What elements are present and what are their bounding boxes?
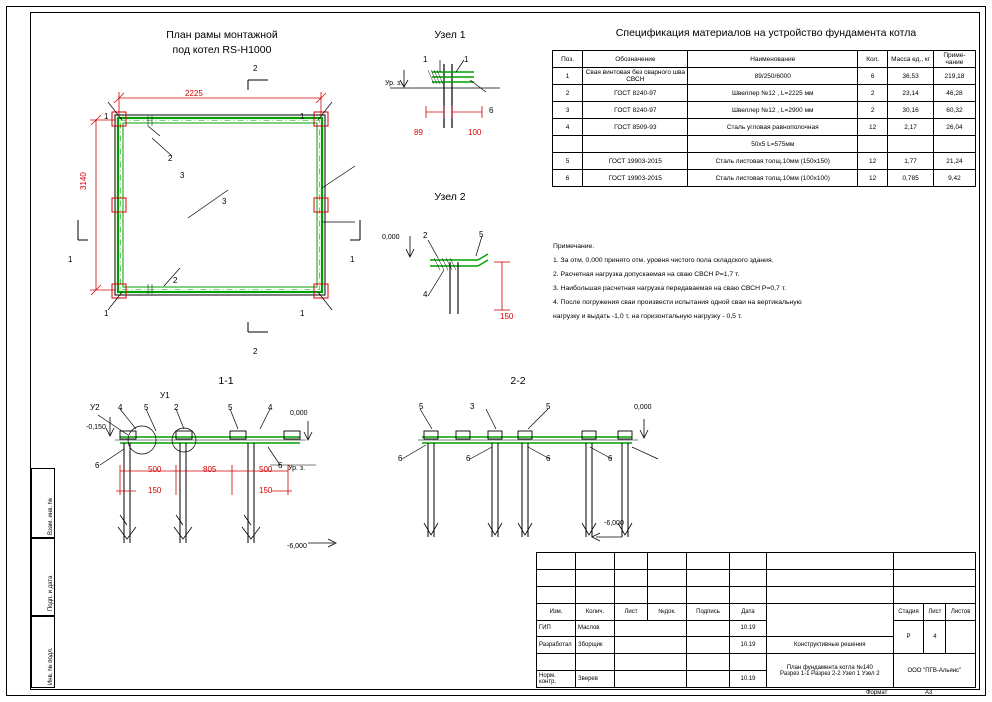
stamp-blank xyxy=(576,569,615,586)
stamp-blank xyxy=(687,586,730,603)
section-1-1-title: 1-1 xyxy=(218,375,234,387)
spec-cell-mass: 2,17 xyxy=(888,119,934,136)
node1-dim-left: 89 xyxy=(414,128,423,137)
spec-cell-qty: 2 xyxy=(858,102,888,119)
notes-line-1: 1. За отм. 0,000 принято отм. уровня чистого пола складского здания. xyxy=(553,257,774,264)
spec-cell-note: 9,42 xyxy=(933,170,975,187)
stamp-col-data: Дата xyxy=(730,603,767,620)
stamp-blank xyxy=(893,586,975,603)
stamp-blank xyxy=(537,654,576,671)
spec-cell-mass: 23,14 xyxy=(888,85,934,102)
stamp-blank xyxy=(767,569,894,586)
stamp-name-razrab: Зборщик xyxy=(576,637,615,654)
stamp-object: Конструктивные решения xyxy=(767,637,894,654)
s22-mark-5a: 5 xyxy=(419,402,424,411)
left-stamp-label-1: Подп. и дата xyxy=(48,575,54,611)
spec-cell-desc: ГОСТ 19903-2015 xyxy=(583,153,688,170)
stamp-blank xyxy=(767,553,894,570)
left-stamp-label-0: Взам. инв. № xyxy=(48,497,54,535)
stamp-col-kolich: Колич. xyxy=(576,603,615,620)
stamp-date-normcontr: 10.19 xyxy=(730,671,767,688)
stamp-blank xyxy=(576,586,615,603)
plan-title: План рамы монтажной xyxy=(166,29,278,41)
spec-cell-qty: 12 xyxy=(858,119,888,136)
stamp-blank xyxy=(576,654,615,671)
plan-mark-2a: 2 xyxy=(168,154,173,163)
plan-section-2-bottom: 2 xyxy=(253,347,258,356)
section-2-2-title: 2-2 xyxy=(510,375,526,387)
stamp-blank xyxy=(615,586,648,603)
notes-line-3: 3. Наибольшая расчетная нагрузка передаваемая на сваю СВСН Р=0,7 т. xyxy=(553,285,786,292)
spec-cell-qty xyxy=(858,136,888,153)
stamp-stage-label: Стадия xyxy=(893,603,924,620)
spec-cell-name: Сталь листовая толщ.10мм (150х150) xyxy=(688,153,858,170)
plan-dim-height: 3140 xyxy=(79,172,88,190)
stamp-blank xyxy=(537,569,576,586)
stamp-blank xyxy=(893,553,975,570)
notes-line-4: 4. После погружения сваи произвести испытания одной сваи на вертикальную xyxy=(553,299,802,306)
plan-mark-1c: 1 xyxy=(104,309,109,318)
spec-cell-name: Швеллер №12 , L=2900 мм xyxy=(688,102,858,119)
spec-cell-name: Швеллер №12 , L=2225 мм xyxy=(688,85,858,102)
s11-dim-150a: 150 xyxy=(148,486,162,495)
left-stamp-cell-2 xyxy=(31,616,55,688)
s22-mark-5b: 5 xyxy=(546,402,551,411)
spec-header-row xyxy=(553,51,976,68)
plan-mark-1d: 1 xyxy=(300,309,305,318)
s11-level-bottom: -6,000 xyxy=(287,543,307,550)
plan-section-1-right: 1 xyxy=(350,255,355,264)
s11-mark-4a: 4 xyxy=(118,403,123,412)
table-row xyxy=(553,85,976,102)
stamp-org: ООО "ПГВ-Альянс" xyxy=(893,654,975,688)
node1-mark-6: 6 xyxy=(489,106,494,115)
spec-cell-name: Сталь угловая равнополочная xyxy=(688,119,858,136)
notes-title: Примечание. xyxy=(553,243,595,250)
stamp-blank xyxy=(687,620,730,637)
stamp-doc-line2: Разрез 1-1 Разрез 2-2 Узел 1 Узел 2 xyxy=(780,670,880,677)
stamp-blank xyxy=(767,603,894,637)
stamp-blank xyxy=(687,671,730,688)
spec-cell-desc: ГОСТ 8240-97 xyxy=(583,102,688,119)
spec-cell-pos: 2 xyxy=(553,85,583,102)
spec-cell-desc xyxy=(583,136,688,153)
s11-dim-150b: 150 xyxy=(259,486,273,495)
s11-dim-805: 805 xyxy=(203,465,217,474)
spec-cell-pos: 1 xyxy=(553,68,583,85)
stamp-blank xyxy=(730,553,767,570)
stamp-blank xyxy=(648,553,687,570)
spec-cell-pos: 3 xyxy=(553,102,583,119)
stamp-blank xyxy=(537,586,576,603)
stamp-blank xyxy=(576,553,615,570)
plan-section-1-left: 1 xyxy=(68,255,73,264)
s22-mark-6c: 6 xyxy=(546,454,551,463)
spec-cell-note: 21,24 xyxy=(933,153,975,170)
node1-dim-right: 100 xyxy=(468,128,482,137)
format-value: А3 xyxy=(925,690,933,696)
s11-mark-6a: 6 xyxy=(95,461,100,470)
plan-section-2-top: 2 xyxy=(253,64,258,73)
spec-cell-note xyxy=(933,136,975,153)
plan-dim-width: 2225 xyxy=(185,89,203,98)
s11-mark-u2: У2 xyxy=(90,403,100,412)
stamp-doc-line1: План фундамента котла №140 xyxy=(786,664,873,671)
spec-cell-desc: Свая винтовая без сварного шва СВСН xyxy=(583,68,688,85)
stamp-blank xyxy=(893,569,975,586)
spec-cell-note: 46,28 xyxy=(933,85,975,102)
stamp-blank xyxy=(687,553,730,570)
stamp-blank xyxy=(615,553,648,570)
spec-col-desc: Обозначение xyxy=(583,51,688,68)
s11-mark-5b: 5 xyxy=(228,403,233,412)
s11-mark-u1: У1 xyxy=(160,391,170,400)
s11-mark-4b: 4 xyxy=(268,403,273,412)
stamp-date-gip: 10.19 xyxy=(730,620,767,637)
spec-col-name: Наименование xyxy=(688,51,858,68)
stamp-col-izm: Изм. xyxy=(537,603,576,620)
spec-cell-pos xyxy=(553,136,583,153)
node2-title: Узел 2 xyxy=(434,191,466,203)
s11-level-0: 0,000 xyxy=(290,410,308,417)
table-row xyxy=(553,119,976,136)
plan-mark-1b: 1 xyxy=(300,112,305,121)
plan-mark-3b: 3 xyxy=(222,197,227,206)
left-stamp-cell-0 xyxy=(31,468,55,538)
plan-mark-1a: 1 xyxy=(104,112,109,121)
spec-col-mass: Масса ед., кг xyxy=(888,51,934,68)
s11-mark-6b: 6 xyxy=(278,461,283,470)
node2-mark-5: 5 xyxy=(479,230,484,239)
spec-cell-pos: 5 xyxy=(553,153,583,170)
node1-graphics xyxy=(382,50,522,160)
plan-subtitle: под котел RS-H1000 xyxy=(172,44,272,56)
stamp-col-ndok: №док. xyxy=(648,603,687,620)
spec-cell-pos: 6 xyxy=(553,170,583,187)
s22-mark-6a: 6 xyxy=(398,454,403,463)
spec-col-pos: Поз. xyxy=(553,51,583,68)
spec-col-qty: Кол. xyxy=(858,51,888,68)
spec-cell-mass: 36,53 xyxy=(888,68,934,85)
table-row xyxy=(553,136,976,153)
stamp-blank xyxy=(615,671,687,688)
stamp-blank xyxy=(615,620,687,637)
spec-col-note: Приме- чание xyxy=(933,51,975,68)
spec-cell-mass: 0,785 xyxy=(888,170,934,187)
stamp-blank xyxy=(648,586,687,603)
s11-dim-500b: 500 xyxy=(259,465,273,474)
spec-cell-mass: 30,16 xyxy=(888,102,934,119)
specification-table xyxy=(552,50,976,187)
spec-cell-name: 50х5 L=575мм xyxy=(688,136,858,153)
stamp-blank xyxy=(687,637,730,654)
spec-cell-desc: ГОСТ 8509-93 xyxy=(583,119,688,136)
stamp-blank xyxy=(730,569,767,586)
s11-mark-2: 2 xyxy=(174,403,179,412)
stamp-role-normcontr: Норм. контр. xyxy=(537,671,576,688)
stamp-sheet-label: Лист xyxy=(924,603,946,620)
plan-mark-3a: 3 xyxy=(180,171,185,180)
stamp-blank xyxy=(687,654,730,671)
stamp-sheets-label: Листов xyxy=(946,603,976,620)
spec-cell-qty: 12 xyxy=(858,153,888,170)
node2-mark-2: 2 xyxy=(423,231,428,240)
node2-dim-150: 150 xyxy=(500,312,514,321)
stamp-date-razrab: 10.19 xyxy=(730,637,767,654)
node1-ground-label: Ур. з. xyxy=(385,80,403,87)
title-block xyxy=(536,552,976,688)
s22-level-0: 0,000 xyxy=(634,404,652,411)
title-block-table xyxy=(536,552,976,688)
node2-graphics xyxy=(382,212,532,327)
table-row xyxy=(553,153,976,170)
table-row xyxy=(553,102,976,119)
stamp-blank xyxy=(615,569,648,586)
s11-dim-500a: 500 xyxy=(148,465,162,474)
s22-level-bottom: -6,000 xyxy=(604,520,624,527)
spec-cell-qty: 12 xyxy=(858,170,888,187)
stamp-blank xyxy=(730,654,767,671)
stamp-sheets-value xyxy=(946,620,976,654)
node1-mark-1b: 1 xyxy=(464,55,469,64)
s11-level-minus: -0,150 xyxy=(86,424,106,431)
spec-cell-note: 219,18 xyxy=(933,68,975,85)
s22-mark-6d: 6 xyxy=(608,454,613,463)
s11-mark-5a: 5 xyxy=(144,403,149,412)
spec-title: Спецификация материалов на устройство фундамента котла xyxy=(615,27,917,39)
spec-cell-desc: ГОСТ 8240-97 xyxy=(583,85,688,102)
node2-level-label: 0,000 xyxy=(382,234,400,241)
stamp-blank xyxy=(687,569,730,586)
node1-mark-1a: 1 xyxy=(423,55,428,64)
section-1-1-graphics xyxy=(80,395,403,595)
spec-cell-name: Сталь листовая толщ.10мм (100х100) xyxy=(688,170,858,187)
stamp-col-list: Лист xyxy=(615,603,648,620)
left-margin-stamp xyxy=(31,468,55,688)
spec-cell-name: 89/250/6000 xyxy=(688,68,858,85)
spec-cell-note: 26,04 xyxy=(933,119,975,136)
s11-level-ground: Ур. з. xyxy=(288,465,306,472)
format-label: Формат xyxy=(866,690,888,696)
notes-line-2: 2. Расчетная нагрузка допускаемая на сваю СВСН Р=1,7 т. xyxy=(553,271,740,278)
table-row xyxy=(553,68,976,85)
spec-cell-desc: ГОСТ 19903-2015 xyxy=(583,170,688,187)
plan-mark-2b: 2 xyxy=(173,276,178,285)
stamp-blank xyxy=(537,553,576,570)
spec-cell-qty: 6 xyxy=(858,68,888,85)
stamp-blank xyxy=(615,637,687,654)
stamp-blank xyxy=(648,569,687,586)
stamp-blank xyxy=(767,586,894,603)
s22-mark-6b: 6 xyxy=(466,454,471,463)
spec-cell-qty: 2 xyxy=(858,85,888,102)
stamp-col-podpis: Подпись xyxy=(687,603,730,620)
node2-mark-4: 4 xyxy=(423,290,428,299)
stamp-role-razrab: Разработал xyxy=(537,637,576,654)
table-row xyxy=(553,170,976,187)
spec-cell-pos: 4 xyxy=(553,119,583,136)
notes-line-5: нагрузку и выдать -1,0 т, на горизонтальную нагрузку - 0,5 т. xyxy=(553,313,743,320)
stamp-stage-value: Р xyxy=(893,620,924,654)
stamp-name-normcontr: Зверев xyxy=(576,671,615,688)
left-stamp-label-2: Инв. № подл. xyxy=(48,647,54,685)
spec-cell-note: 60,32 xyxy=(933,102,975,119)
s22-mark-3: 3 xyxy=(470,402,475,411)
stamp-doc-title xyxy=(767,654,894,688)
spec-cell-mass: 1,77 xyxy=(888,153,934,170)
stamp-sheet-value: 4 xyxy=(924,620,946,654)
stamp-blank xyxy=(730,586,767,603)
spec-cell-mass xyxy=(888,136,934,153)
stamp-name-gip: Маслов xyxy=(576,620,615,637)
stamp-role-gip: ГИП xyxy=(537,620,576,637)
stamp-blank xyxy=(615,654,687,671)
left-stamp-cell-1 xyxy=(31,538,55,616)
node1-title: Узел 1 xyxy=(434,29,466,41)
